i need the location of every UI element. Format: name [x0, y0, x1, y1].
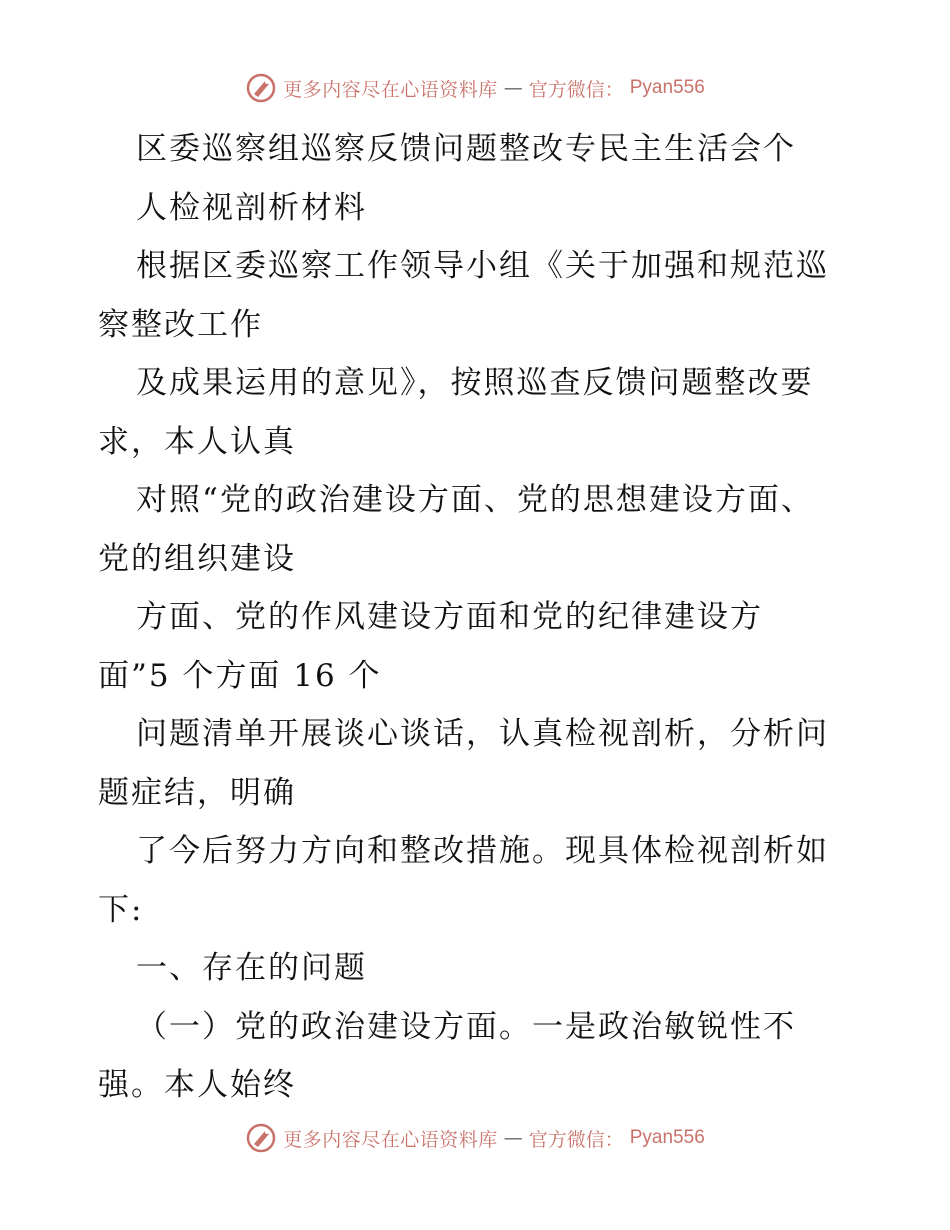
- section-heading: 一、存在的问题: [136, 950, 367, 986]
- text-line: 区委巡察组巡察反馈问题整改专民主生活会个: [136, 131, 796, 167]
- footer-banner: [0, 1122, 950, 1154]
- text-line: 方面、党的作风建设方面和党的纪律建设方: [136, 599, 763, 635]
- banner-separator: —: [503, 1127, 523, 1149]
- text-line: 党的组织建设: [98, 540, 296, 577]
- banner-wechat-id: Pyan556: [629, 77, 705, 98]
- text-line: 人检视剖析材料: [136, 189, 367, 226]
- text-line: 及成果运用的意见》，按照巡查反馈问题整改要: [136, 365, 814, 401]
- text-line: 问题清单开展谈心谈话，认真检视剖析，分析问: [136, 716, 829, 752]
- text-line: 了今后努力方向和整改措施。现具体检视剖析如: [136, 833, 829, 869]
- banner-text: 更多内容尽在心语资料库: [283, 1128, 498, 1151]
- text-line: 下:: [98, 891, 144, 928]
- text-line: 察整改工作: [98, 306, 263, 343]
- text-line: 根据区委巡察工作领导小组《关于加强和规范巡: [136, 248, 829, 284]
- text-line: 对照“党的政治建设方面、党的思想建设方面、: [136, 482, 814, 518]
- pen-logo-icon: [245, 1122, 277, 1154]
- text-line: 强。本人始终: [98, 1067, 296, 1103]
- text-line: 面”5 个方面 16 个: [98, 657, 382, 694]
- banner-text: 更多内容尽在心语资料库: [283, 78, 498, 101]
- document-body: [98, 120, 858, 1115]
- text-line: （一）党的政治建设方面。一是政治敏锐性不: [136, 1008, 796, 1045]
- banner-wechat-label: 官方微信：: [528, 1128, 624, 1151]
- banner-wechat-label: 官方微信：: [528, 78, 624, 101]
- banner-separator: —: [503, 77, 523, 99]
- pen-logo-icon: [245, 72, 277, 104]
- banner-wechat-id: Pyan556: [629, 1127, 705, 1148]
- text-line: 题症结，明确: [98, 774, 296, 811]
- text-line: 求，本人认真: [98, 423, 296, 460]
- header-banner: [0, 72, 950, 104]
